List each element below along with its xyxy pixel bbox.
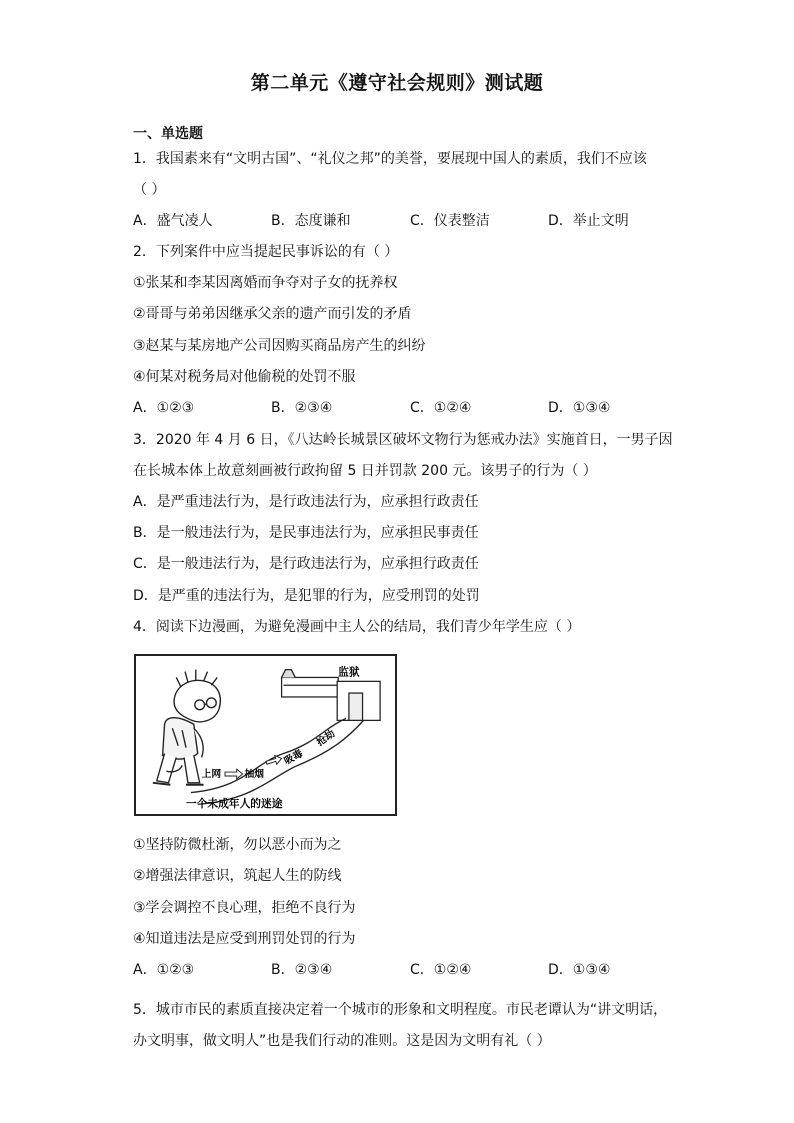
q3-option-b[interactable]: B．是一般违法行为，是民事违法行为，应承担民事责任 — [133, 525, 479, 541]
path-word-3: 吸毒 — [282, 748, 305, 768]
q4-item-1: ①坚持防微杜渐，勿以恶小而为之 — [133, 837, 342, 853]
q4-item-3: ③学会调控不良心理，拒绝不良行为 — [133, 900, 356, 916]
q3-option-d[interactable]: D．是严重的违法行为，是犯罪的行为，应受刑罚的处罚 — [133, 588, 480, 604]
comic-caption: 一个未成年人的迷途 — [186, 797, 283, 811]
q4-option-b[interactable]: B．②③④ — [271, 962, 333, 978]
q4-option-d[interactable]: D．①③④ — [548, 962, 611, 978]
q2-item-4: ④何某对税务局对他偷税的处罚不服 — [133, 369, 356, 385]
prison-building — [282, 670, 381, 721]
q2-option-c[interactable]: C．①②④ — [410, 400, 472, 416]
q1-option-a[interactable]: A．盛气凌人 — [133, 213, 213, 229]
q2-option-b[interactable]: B．②③④ — [271, 400, 333, 416]
q2-item-2: ②哥哥与弟弟因继承父亲的遗产而引发的矛盾 — [133, 306, 412, 322]
q2-option-a[interactable]: A．①②③ — [133, 400, 195, 416]
q3-option-a[interactable]: A．是严重违法行为，是行政违法行为，应承担行政责任 — [133, 494, 479, 510]
comic-illustration — [134, 654, 397, 816]
q2-item-1: ①张某和李某因离婚而争夺对子女的抚养权 — [133, 275, 398, 291]
path-word-2: 抽烟 — [244, 768, 265, 780]
q5-stem-line1: 5．城市市民的素质直接决定着一个城市的形象和文明程度。市民老谭认为“讲文明话， — [133, 1002, 668, 1018]
q2-stem: 2．下列案件中应当提起民事诉讼的有（ ） — [133, 244, 399, 260]
q1-option-b[interactable]: B．态度谦和 — [271, 213, 351, 229]
q4-item-2: ②增强法律意识，筑起人生的防线 — [133, 868, 342, 884]
q3-stem-line2: 在长城本体上故意刻画被行政拘留 5 日并罚款 200 元。该男子的行为（ ） — [133, 463, 597, 479]
q1-stem-line1: 1．我国素来有“文明古国”、“礼仪之邦”的美誉，要展现中国人的素质，我们不应该 — [133, 151, 647, 167]
q2-item-3: ③赵某与某房地产公司因购买商品房产生的纠纷 — [133, 338, 426, 354]
boy-figure — [153, 670, 221, 785]
q3-option-c[interactable]: C．是一般违法行为，是行政违法行为，应承担行政责任 — [133, 556, 479, 572]
q5-stem-line2: 办文明事，做文明人”也是我们行动的准则。这是因为文明有礼（ ） — [133, 1033, 551, 1049]
q4-option-c[interactable]: C．①②④ — [410, 962, 472, 978]
prison-label: 监狱 — [338, 665, 360, 679]
q1-stem-line2: （ ） — [133, 182, 166, 198]
q1-option-c[interactable]: C．仪表整洁 — [410, 213, 490, 229]
q4-option-a[interactable]: A．①②③ — [133, 962, 195, 978]
path-word-4: 抢劫 — [314, 728, 338, 749]
q2-option-d[interactable]: D．①③④ — [548, 400, 611, 416]
q3-stem-line1: 3．2020 年 4 月 6 日，《八达岭长城景区破坏文物行为惩戒办法》实施首日，一男子因 — [133, 432, 673, 448]
page-title: 第二单元《遵守社会规则》测试题 — [250, 72, 544, 94]
q1-option-d[interactable]: D．举止文明 — [548, 213, 629, 229]
q4-stem: 4．阅读下边漫画，为避免漫画中主人公的结局，我们青少年学生应（ ） — [133, 619, 581, 635]
path-word-1: 上网 — [201, 768, 222, 780]
q4-item-4: ④知道违法是应受到刑罚处罚的行为 — [133, 931, 356, 947]
section-heading: 一、单选题 — [133, 126, 203, 142]
